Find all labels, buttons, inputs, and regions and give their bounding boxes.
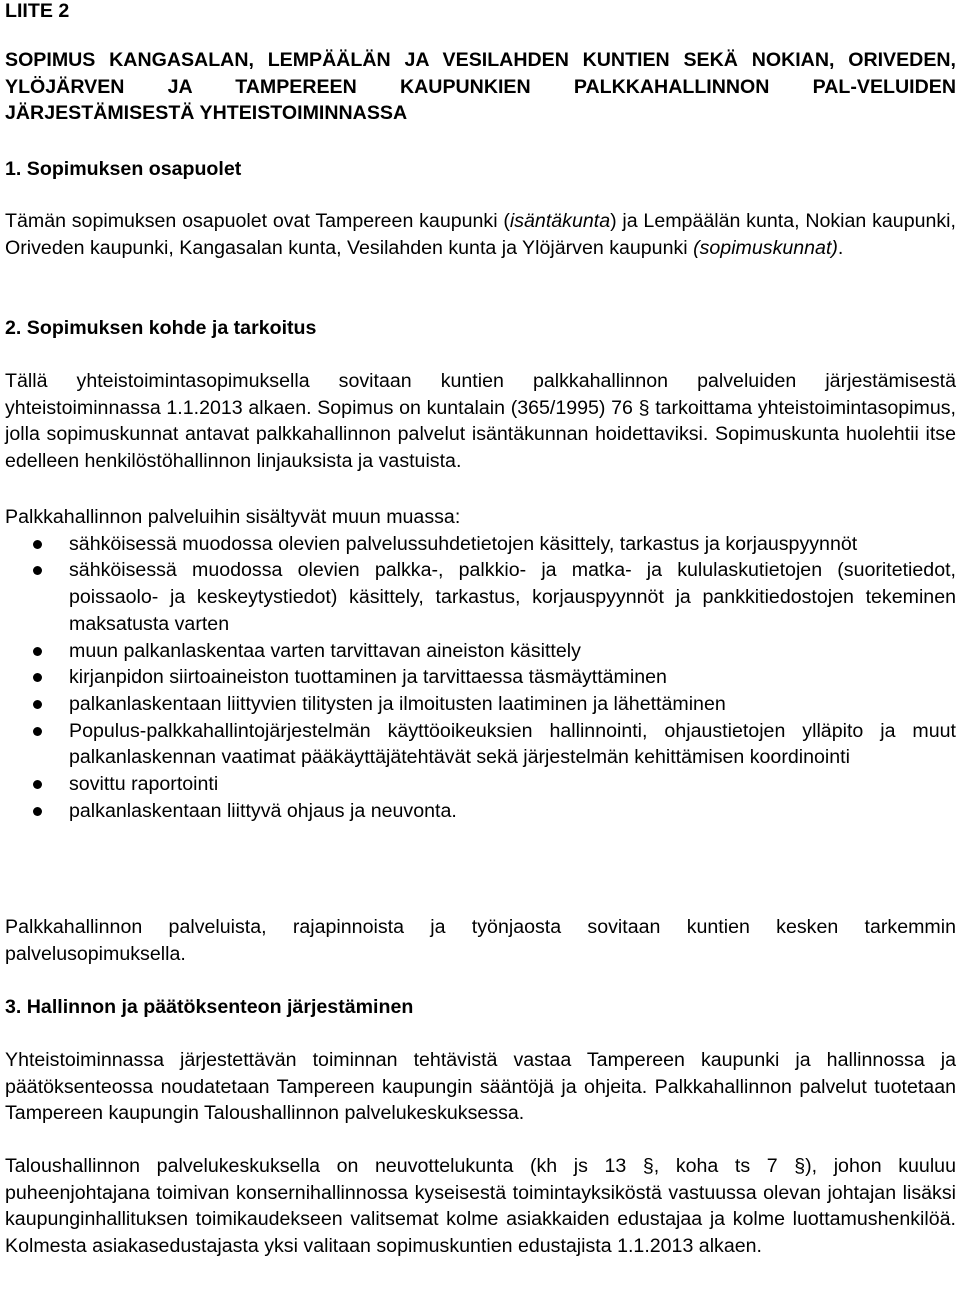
bullet-icon <box>33 673 42 682</box>
section-2-list-block <box>5 504 956 824</box>
list-item <box>5 798 956 825</box>
list-item-text: sähköisessä muodossa olevien palkka-, palkkio- ja matka- ja kululaskutietojen (suoritetiedot, poissaolo- ja keskeytystiedot) käsittely, tarkastus, korjauspyynnöt ja pankkitiedostojen tekeminen maksatusta varten <box>69 559 956 635</box>
bullet-icon <box>33 780 42 789</box>
bullet-icon <box>33 700 42 709</box>
list-item <box>5 664 956 691</box>
list-item-text: kirjanpidon siirtoaineiston tuottaminen ja tarvittaessa täsmäyttäminen <box>69 666 667 689</box>
s3-text-c: ), johon kuuluu puheenjohtajana toimivan konsernihallinnossa kyseisestä toimintayksiköstä vastuussa olevan johtajan lisäksi kaupunginhallituksen toimikaudekseen valitsemat kolme asiakkaiden edustajaa ja kolme luottamushenkilöä. Kolmesta asiakasedustajasta yksi valitaan sopimuskuntien edustajista 1.1.2013 alkaen. <box>5 1155 956 1258</box>
list-item <box>5 771 956 798</box>
section-sign: § <box>794 1155 806 1177</box>
appendix-label: LIITE 2 <box>5 0 70 22</box>
s1-text-a: Tämän sopimuksen osapuolet ovat Tampereen kaupunki ( <box>5 210 510 232</box>
bullet-icon <box>33 727 42 736</box>
s2-text-b: tarkoittama yhteistoimintasopimus, jolla sopimuskunnat antavat palkkahallinnon palvelut isäntäkunnan hoidettaviksi. Sopimuskunta huolehtii itse edelleen henkilöstöhallinnon linjauksista ja vastuista. <box>5 396 957 473</box>
list-item-text: Populus-palkkahallintojärjestelmän käyttöoikeuksien hallinnointi, ohjaustietojen ylläpito ja muut palkanlaskennan vaatimat pääkäyttäjätehtävät sekä järjestelmän kehittämisen koordinointi <box>69 719 956 769</box>
list-item <box>5 718 956 771</box>
section-1-heading: 1. Sopimuksen osapuolet <box>5 158 242 180</box>
section-3-paragraph-1: Yhteistoiminnassa järjestettävän toiminnan tehtävistä vastaa Tampereen kaupunki ja hallinnossa ja päätöksenteossa noudatetaan Tampereen kaupungin sääntöjä ja ohjeita. Palkkahallinnon palvelut tuotetaan Tampereen kaupungin Taloushallinnon palvelukeskuksessa. <box>5 1049 956 1125</box>
bullet-icon <box>33 807 42 816</box>
list-item-text: muun palkanlaskentaa varten tarvittavan aineiston käsittely <box>69 639 581 662</box>
section-2-heading: 2. Sopimuksen kohde ja tarkoitus <box>5 317 317 339</box>
list-item <box>5 691 956 718</box>
list-item <box>5 638 956 665</box>
list-item-text: sähköisessä muodossa olevien palvelussuhdetietojen käsittely, tarkastus ja korjauspyynnöt <box>69 532 858 555</box>
section-sign: § <box>642 1155 654 1177</box>
bullet-icon <box>33 647 42 656</box>
service-list <box>5 531 956 825</box>
list-item-text: palkanlaskentaan liittyvien tilitysten ja ilmoitusten laatiminen ja lähettäminen <box>69 692 726 715</box>
section-2-paragraph-2: Palkkahallinnon palveluista, rajapinnoista ja työnjaosta sovitaan kuntien kesken tarkemmin palvelusopimuksella. <box>5 916 956 965</box>
section-1-paragraph <box>5 208 956 261</box>
s1-italic-host: isäntäkunta <box>509 210 611 232</box>
bullet-icon <box>33 566 42 575</box>
s2-text-a: Tällä yhteistoimintasopimuksella sovitaan kuntien palkkahallinnon palveluiden järjestämisestä yhteistoiminnassa 1.1.2013 alkaen. Sopimus on kuntalain (365/1995) 76 <box>5 370 956 419</box>
document-title: SOPIMUS KANGASALAN, LEMPÄÄLÄN JA VESILAHDEN KUNTIEN SEKÄ NOKIAN, ORIVEDEN, YLÖJÄRVEN JA TAMPEREEN KAUPUNKIEN PALKKAHALLINNON PAL-VELUIDEN JÄRJESTÄMISESTÄ YHTEISTOIMINNASSA <box>5 49 956 125</box>
section-2-paragraph-1 <box>5 368 956 475</box>
list-item <box>5 557 956 637</box>
s3-text-a: Taloushallinnon palvelukeskuksella on neuvottelukunta (kh js 13 <box>5 1155 627 1177</box>
s1-text-b: ) ja Lempäälän kunta, Nokian kaupunki, Oriveden kaupunki, Kangasalan kunta, Vesilahden kunta ja Ylöjärven kaupunki <box>5 210 956 259</box>
s3-text-b: , koha ts 7 <box>653 1155 778 1177</box>
list-item-text: palkanlaskentaan liittyvä ohjaus ja neuvonta. <box>69 799 457 822</box>
section-3-heading: 3. Hallinnon ja päätöksenteon järjestäminen <box>5 996 414 1018</box>
service-list-intro: Palkkahallinnon palveluihin sisältyvät muun muassa: <box>5 506 461 528</box>
section-3-paragraph-2 <box>5 1153 956 1260</box>
list-item-text: sovittu raportointi <box>69 773 219 796</box>
list-item <box>5 531 956 558</box>
s1-text-c: . <box>837 236 844 259</box>
section-sign: § <box>638 396 650 419</box>
bullet-icon <box>33 540 42 549</box>
s1-italic-parties: (sopimuskunnat) <box>693 236 838 259</box>
